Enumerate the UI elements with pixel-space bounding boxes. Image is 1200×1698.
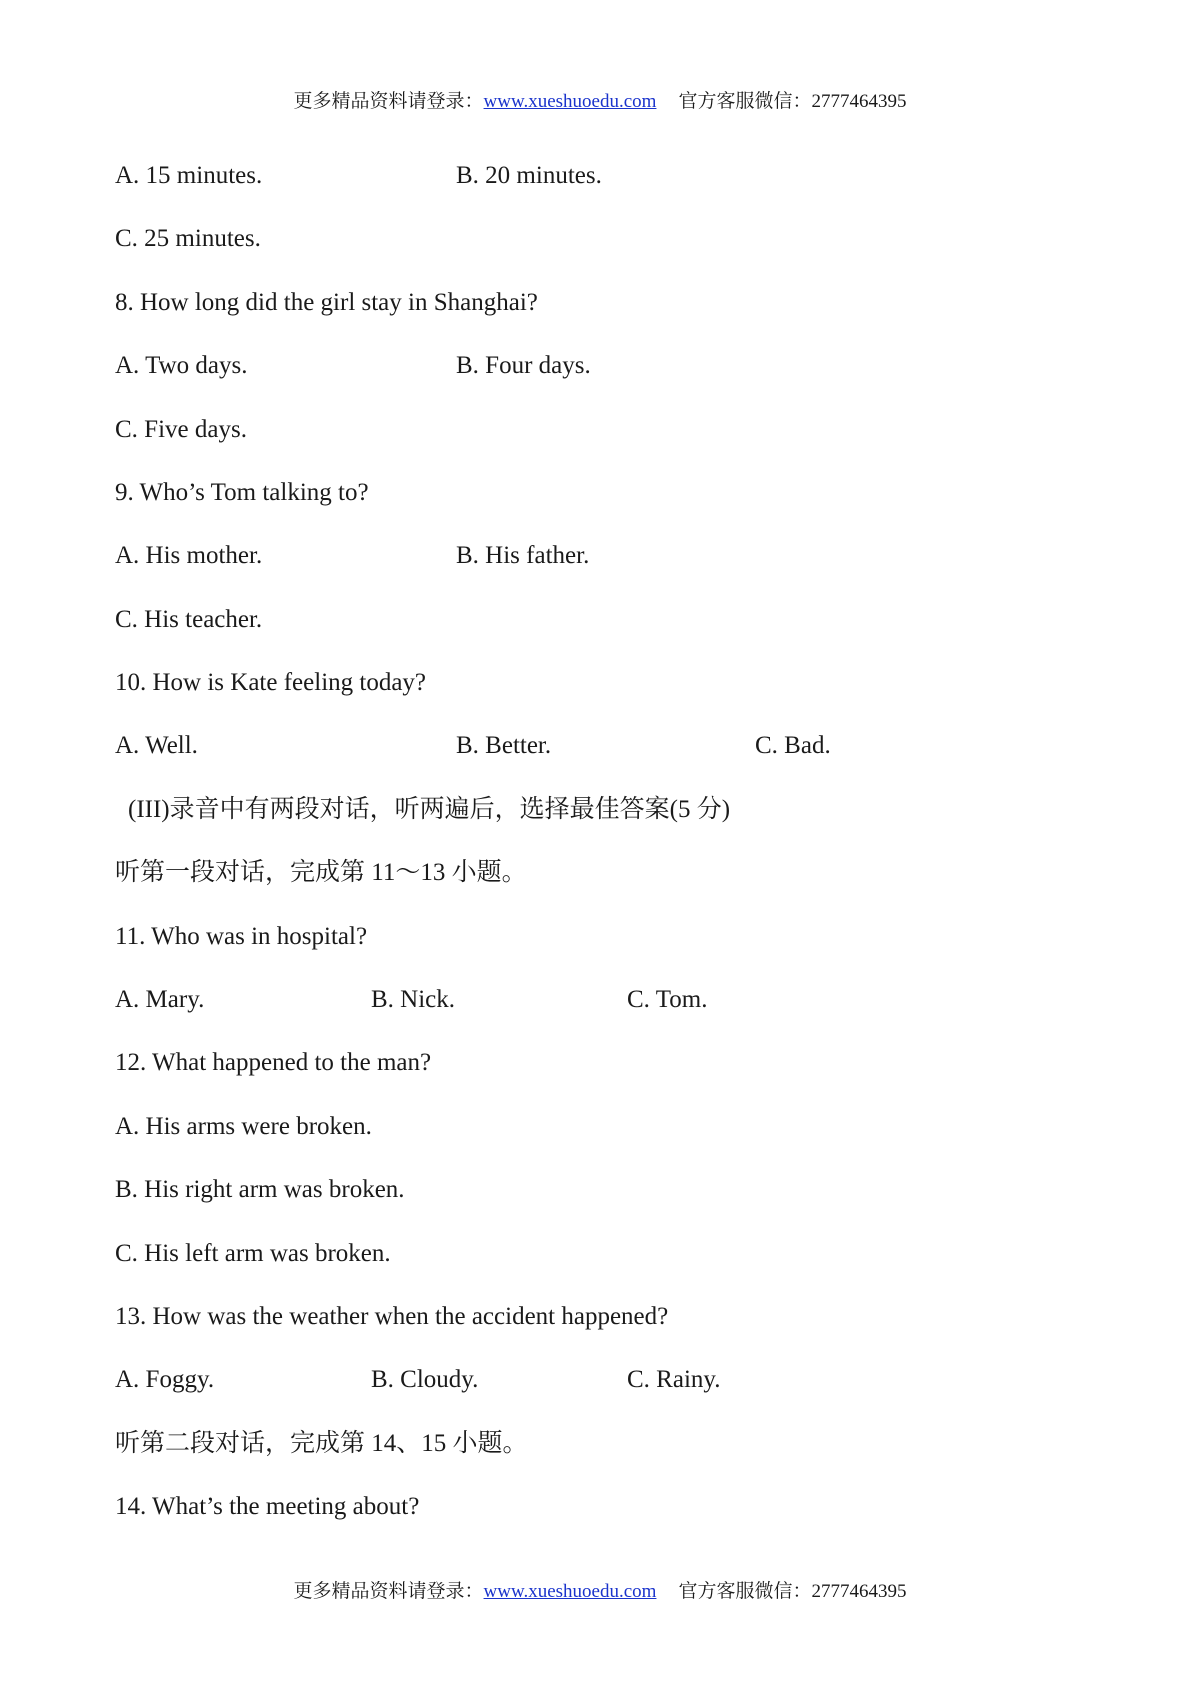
q7-option-b: B. 20 minutes. <box>456 162 602 189</box>
page-header <box>0 86 1200 113</box>
q13-option-a: A. Foggy. <box>115 1366 215 1393</box>
q11-option-a: A. Mary. <box>115 986 205 1013</box>
q7-option-c: C. 25 minutes. <box>115 225 261 252</box>
q9-option-c: C. His teacher. <box>115 606 263 633</box>
header-service: 官方客服微信：2777464395 <box>678 91 907 112</box>
header-link[interactable]: www.xueshuoedu.com <box>483 91 657 112</box>
q12-option-c: C. His left arm was broken. <box>115 1240 391 1267</box>
q14-question: 14. What’s the meeting about? <box>115 1493 420 1520</box>
q9-option-b: B. His father. <box>456 542 590 569</box>
q10-option-c: C. Bad. <box>755 732 831 759</box>
footer-link[interactable]: www.xueshuoedu.com <box>483 1581 657 1602</box>
section-heading: (III)录音中有两段对话，听两遍后，选择最佳答案(5 分) <box>128 796 731 823</box>
q12-question: 12. What happened to the man? <box>115 1049 432 1076</box>
q11-option-b: B. Nick. <box>371 986 456 1013</box>
page-footer <box>0 1576 1200 1603</box>
header-prefix: 更多精品资料请登录： <box>293 91 484 112</box>
q7-option-a: A. 15 minutes. <box>115 162 263 189</box>
q8-question: 8. How long did the girl stay in Shanghai? <box>115 289 538 316</box>
q9-option-a: A. His mother. <box>115 542 263 569</box>
q13-question: 13. How was the weather when the accident happened? <box>115 1303 669 1330</box>
q13-option-b: B. Cloudy. <box>371 1366 479 1393</box>
q8-option-a: A. Two days. <box>115 352 248 379</box>
q8-option-c: C. Five days. <box>115 416 247 443</box>
footer-service: 官方客服微信：2777464395 <box>678 1581 907 1602</box>
q12-option-a: A. His arms were broken. <box>115 1113 372 1140</box>
q8-option-b: B. Four days. <box>456 352 591 379</box>
dialogue1-intro: 听第一段对话，完成第 11～13 小题。 <box>115 859 527 886</box>
q10-question: 10. How is Kate feeling today? <box>115 669 427 696</box>
q10-option-a: A. Well. <box>115 732 198 759</box>
q12-option-b: B. His right arm was broken. <box>115 1176 405 1203</box>
q11-option-c: C. Tom. <box>627 986 708 1013</box>
dialogue2-intro: 听第二段对话，完成第 14、15 小题。 <box>115 1430 528 1457</box>
q13-option-c: C. Rainy. <box>627 1366 721 1393</box>
q10-option-b: B. Better. <box>456 732 552 759</box>
q11-question: 11. Who was in hospital? <box>115 923 368 950</box>
footer-prefix: 更多精品资料请登录： <box>293 1581 484 1602</box>
q9-question: 9. Who’s Tom talking to? <box>115 479 369 506</box>
